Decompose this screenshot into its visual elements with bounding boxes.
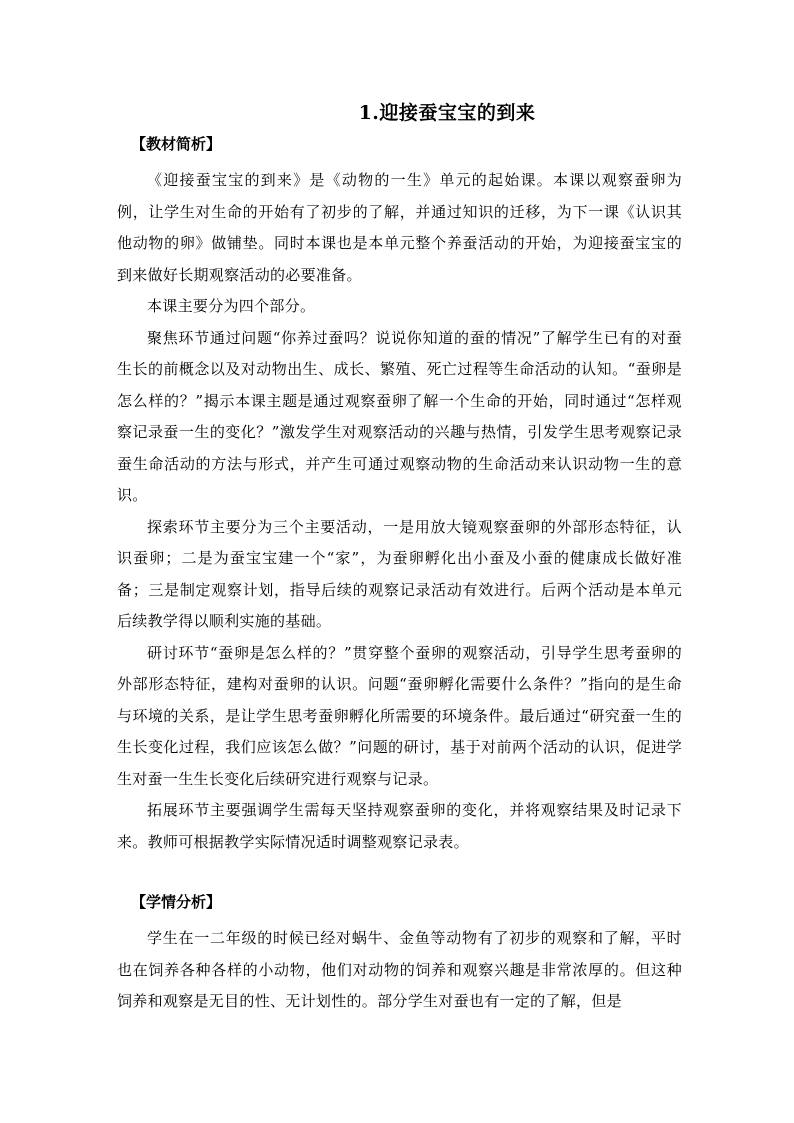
- paragraph: 学生在一二年级的时候已经对蜗牛、金鱼等动物有了初步的观察和了解，平时也在饲养各种各样的小动物，他们对动物的饲养和观察兴趣是非常浓厚的。但这种饲养和观察是无目的性、无计划性的。部分学生对蚕也有一定的了解，但是: [117, 929, 682, 1010]
- paragraph: 拓展环节主要强调学生需每天坚持观察蚕卵的变化，并将观察结果及时记录下来。教师可根据教学实际情况适时调整观察记录表。: [117, 801, 682, 851]
- document-title: 1.迎接蚕宝宝的到来: [358, 102, 536, 124]
- paragraph: 探索环节主要分为三个主要活动，一是用放大镜观察蚕卵的外部形态特征，认识蚕卵；二是为蚕宝宝建一个“家”，为蚕卵孵化出小蚕及小蚕的健康成长做好准备；三是制定观察计划，指导后续的观察记录活动有效进行。后两个活动是本单元后续教学得以顺利实施的基础。: [117, 517, 682, 630]
- paragraph: 聚焦环节通过问题“你养过蚕吗？说说你知道的蚕的情况”了解学生已有的对蚕生长的前概念以及对动物出生、成长、繁殖、死亡过程等生命活动的认知。“蚕卵是怎么样的？”揭示本课主题是通过观察蚕卵了解一个生命的开始，同时通过“怎样观察记录蚕一生的变化？”激发学生对观察活动的兴趣与热情，引发学生思考观察记录蚕生命活动的方法与形式，并产生可通过观察动物的生命活动来认识动物一生的意识。: [117, 328, 682, 504]
- paragraph: 本课主要分为四个部分。: [147, 297, 316, 315]
- paragraph: 研讨环节“蚕卵是怎么样的？”贯穿整个蚕卵的观察活动，引导学生思考蚕卵的外部形态特征，建构对蚕卵的认识。问题“蚕卵孵化需要什么条件？”指向的是生命与环境的关系，是让学生思考蚕卵孵化所需要的环境条件。最后通过“研究蚕一生的生长变化过程，我们应该怎么做？”问题的研讨，基于对前两个活动的认识，促进学生对蚕一生生长变化后续研究进行观察与记录。: [117, 643, 682, 788]
- section-heading-textbook-analysis: 【教材简析】: [131, 135, 222, 153]
- section-spacer: [117, 858, 682, 890]
- paragraph: 《迎接蚕宝宝的到来》是《动物的一生》单元的起始课。本课以观察蚕卵为例，让学生对生命的开始有了初步的了解，并通过知识的迁移，为下一课《认识其他动物的卵》做铺垫。同时本课也是本单元整个养蚕活动的开始，为迎接蚕宝宝的到来做好长期观察活动的必要准备。: [117, 171, 682, 284]
- document-body: [117, 132, 682, 1018]
- section-heading-student-analysis: 【学情分析】: [131, 893, 222, 911]
